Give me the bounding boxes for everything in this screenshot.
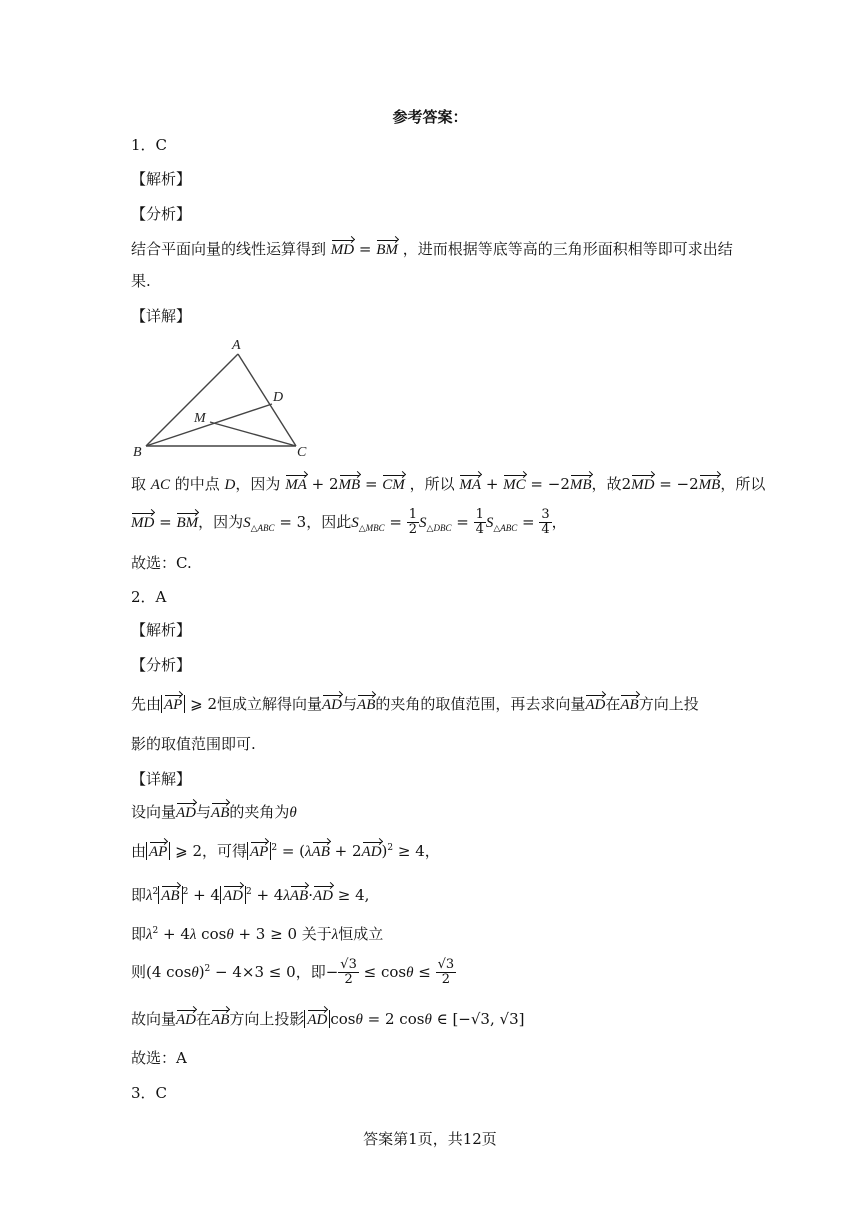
- q2-analysis-text-a: 先由: [131, 695, 162, 713]
- q2-conclusion: 故选：A: [131, 1049, 187, 1067]
- vertex-label-c: C: [297, 445, 307, 460]
- q2-xiangjie-heading: 【详解】: [131, 770, 192, 788]
- q1-step2-text-b: ，因此: [306, 512, 352, 531]
- page-footer: 答案第1页，共12页: [363, 1130, 497, 1148]
- q2-d4-text-c: 恒成立: [338, 925, 384, 943]
- q1-step1-text-d: ，所以: [409, 475, 455, 493]
- q2-jiexi-heading: 【解析】: [131, 621, 192, 639]
- q1-step1-text-b: 的中点: [174, 475, 220, 493]
- vertex-label-a: A: [232, 338, 241, 353]
- q2-d3-text-a: 即: [131, 886, 147, 904]
- q2-d1-text-b: 与: [196, 803, 212, 821]
- q1-step1-text-c: ，因为: [235, 475, 281, 493]
- q1-step1-text-a: 取: [131, 475, 147, 493]
- q1-conclusion: 故选：C.: [131, 554, 192, 572]
- q1-jiexi-heading: 【解析】: [131, 170, 192, 188]
- q2-d6-text-a: 故向量: [131, 1010, 177, 1028]
- q2-d1-text-a: 设向量: [131, 803, 177, 821]
- triangle-diagram: [130, 334, 320, 460]
- q1-analysis-line1: [131, 238, 733, 259]
- q2-detail-line6: 故向量AD在AB方向上投影 AD cosθ = 2 cosθ ∈ [−√3, √3]: [131, 1010, 525, 1028]
- q1-step1-text-f: ，所以: [720, 475, 766, 493]
- q1-detail-line2: MD = BM，因为$S_{\triangle ABC} = 3$，因此$S_{\triangle MBC}$ = $\frac{1}{2}$ $S_{\triangle DBC}$ = $\frac{1}{4}$ $S_{\triangle ABC}$ = $\frac{3}{4}$ ，: [131, 507, 567, 538]
- q1-step2-text-a: ，因为: [198, 512, 244, 531]
- q2-detail-line3: 即$\lambda^2$ AB $^2$ + 4 AD $^2$ + 4λAB·AD ≥ 4,: [131, 886, 370, 904]
- q2-d2-text-a: 由: [131, 842, 147, 860]
- q1-analysis-formula: MD = BM: [330, 240, 398, 258]
- q2-detail-line1: 设向量AD与AB的夹角为θ: [131, 803, 297, 821]
- q3-number: 3．C: [131, 1084, 168, 1102]
- q2-analysis-text-e: 在: [605, 695, 621, 713]
- q1-detail-line1: 取 AC 的中点 D，因为 MA + 2MB = CM ，所以 MA + MC = −2MB，故2MD = −2MB，所以: [131, 475, 766, 493]
- vertex-label-b: B: [133, 445, 142, 460]
- q2-d2-text-c: ，: [424, 842, 440, 860]
- q2-d5-text-b: ，即: [295, 962, 326, 981]
- q2-detail-line4: 即$\lambda^2 + 4\lambda$ cosθ + 3 ≥ 0 关于λ恒成立: [131, 925, 384, 943]
- q2-d5-text-a: 则: [131, 962, 147, 981]
- q2-d1-text-c: 的夹角为: [229, 803, 290, 821]
- q2-d6-text-c: 方向上投影: [229, 1010, 305, 1028]
- q2-analysis-text-b: 恒成立解得向量: [217, 695, 323, 713]
- q1-fenxi-heading: 【分析】: [131, 205, 192, 223]
- q2-analysis-text-g: 影的取值范围即可.: [131, 735, 256, 753]
- q2-d2-text-b: ，可得: [202, 842, 248, 860]
- q2-analysis-line1: 先由 AP ⩾ 2恒成立解得向量AD与AB的夹角的取值范围，再去求向量AD在AB方向上投: [131, 695, 699, 713]
- q2-number: 2．A: [131, 588, 167, 606]
- q2-analysis-text-c: 与: [342, 695, 358, 713]
- q1-analysis-text-c: 果.: [131, 272, 151, 290]
- q2-d4-text-a: 即: [131, 925, 147, 943]
- q2-analysis-text-f: 方向上投: [638, 695, 699, 713]
- q2-detail-line5: 则(4 cosθ)$^2$ − 4×3 ≤ 0，即− $\frac{√3}{2}$ ≤ cosθ ≤ $\frac{√3}{2}$: [131, 957, 455, 988]
- point-label-m: M: [194, 411, 206, 426]
- q1-step2-text-c: ，: [551, 512, 567, 531]
- q2-fenxi-heading: 【分析】: [131, 656, 192, 674]
- q1-number: 1．C: [131, 136, 168, 154]
- q1-step1-text-e: ，故: [591, 475, 622, 493]
- point-label-d: D: [273, 390, 284, 405]
- q2-d6-text-b: 在: [196, 1010, 212, 1028]
- q2-d4-text-b: 关于: [301, 925, 332, 943]
- q2-analysis-text-d: 的夹角的取值范围，再去求向量: [375, 695, 586, 713]
- q1-analysis-text-b: ，进而根据等底等高的三角形面积相等即可求出结: [402, 240, 733, 258]
- q1-analysis-text-a: 结合平面向量的线性运算得到: [131, 240, 327, 258]
- q1-xiangjie-heading: 【详解】: [131, 307, 192, 325]
- page-title: 参考答案：: [392, 108, 468, 126]
- q2-detail-line2: 由 AP ⩾ 2，可得 AP $^2 = (\lambda AB + 2AD)^2 \ge 4$，: [131, 842, 440, 860]
